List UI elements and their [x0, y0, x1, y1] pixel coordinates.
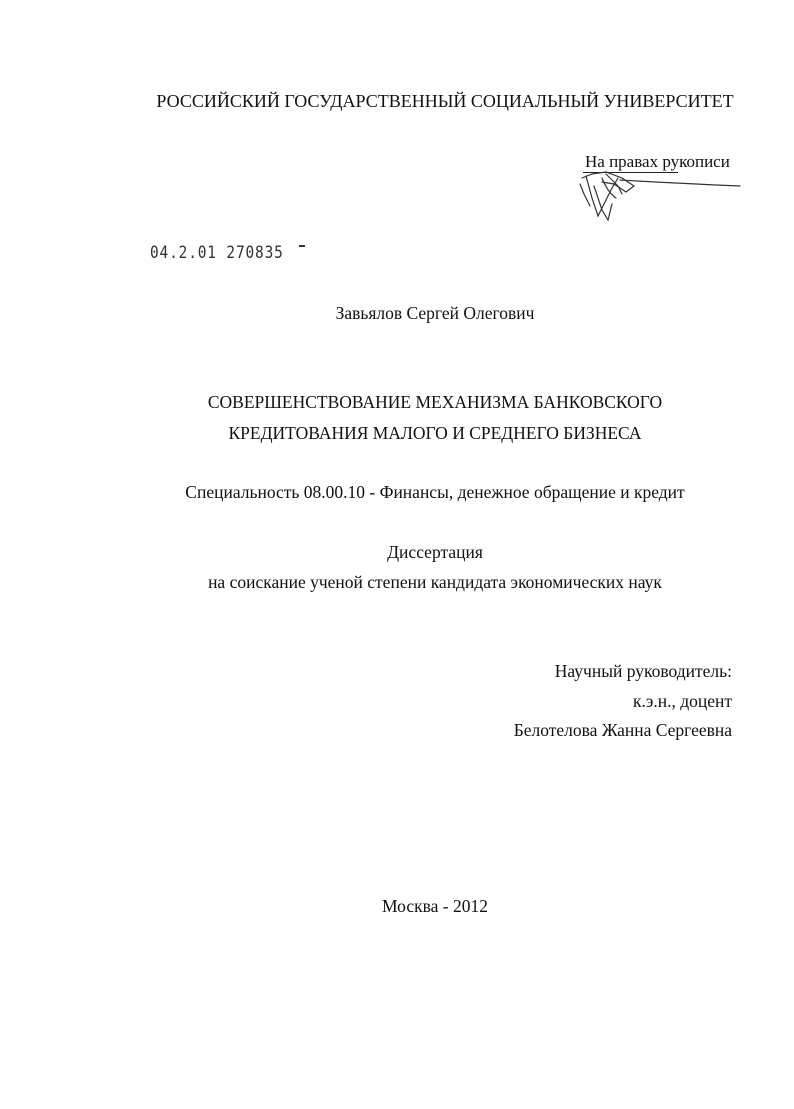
specialty: Специальность 08.00.10 - Финансы, денежное обращение и кредит — [185, 482, 685, 502]
manuscript-note: На правах рукописи — [585, 152, 730, 171]
university-name: РОССИЙСКИЙ ГОСУДАРСТВЕННЫЙ СОЦИАЛЬНЫЙ УНИВЕРСИТЕТ — [156, 91, 734, 111]
supervisor-label: Научный руководитель: — [554, 661, 732, 681]
supervisor-degree: к.э.н., доцент — [632, 691, 732, 711]
author-name: Завьялов Сергей Олегович — [335, 303, 535, 323]
dissertation-label: Диссертация — [387, 542, 483, 562]
city-year: Москва - 2012 — [382, 896, 488, 916]
dissertation-title-line-2: КРЕДИТОВАНИЯ МАЛОГО И СРЕДНЕГО БИЗНЕСА — [228, 423, 642, 443]
supervisor-name: Белотелова Жанна Сергеевна — [513, 720, 732, 740]
registration-number: 04.2.01 270835 — [150, 243, 284, 263]
degree-purpose: на соискание ученой степени кандидата экономических наук — [208, 572, 662, 592]
dissertation-title-line-1: СОВЕРШЕНСТВОВАНИЕ МЕХАНИЗМА БАНКОВСКОГО — [207, 392, 663, 412]
registration-dash — [299, 245, 305, 247]
handwritten-signature — [572, 164, 747, 224]
